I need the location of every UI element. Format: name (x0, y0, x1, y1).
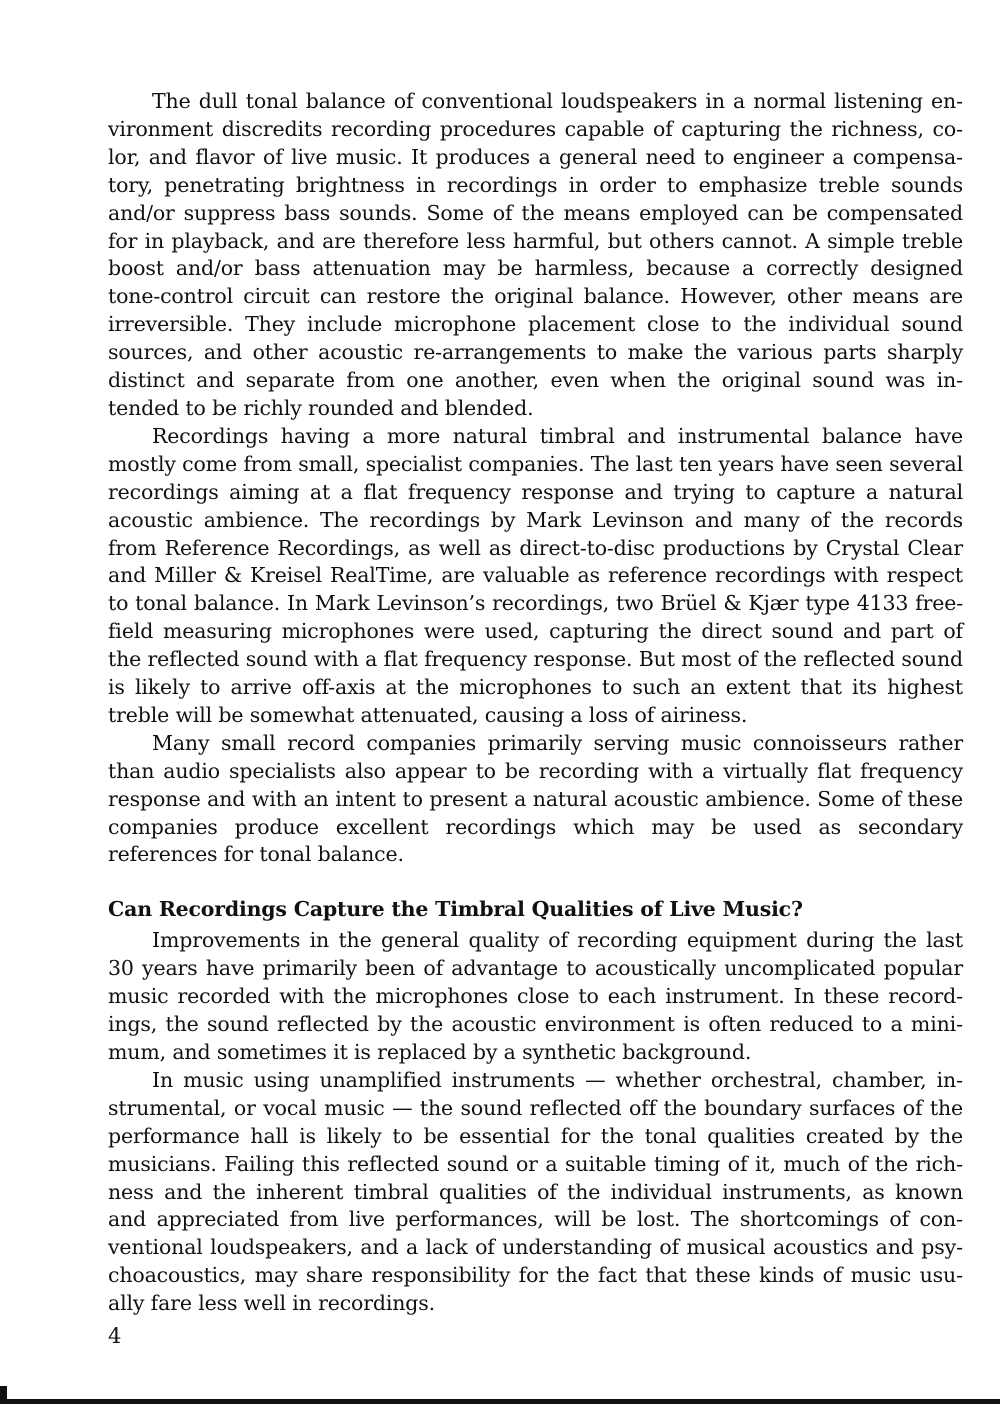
body-paragraph-1: The dull tonal balance of conventional loudspeakers in a normal listening environment discredits recording procedures capable of capturing the richness, color, and flavor of live music. It produces a general need to engineer a compensatory, penetrating brightness in recordings in order to emphasize treble sounds and/or suppress bass sounds. Some of the means employed can be compensated for in playback, and are therefore less harmful, but others cannot. A simple treble boost and/or bass attenuation may be harmless, because a correctly designed tone-control circuit can restore the original balance. However, other means are irreversible. They include microphone placement close to the individual sound sources, and other acoustic re-arrangements to make the various parts sharply distinct and separate from one another, even when the original sound was intended to be richly rounded and blended. (108, 89, 963, 420)
body-paragraph-5: In music using unamplified instruments — whether orchestral, chamber, instrumental, or vocal music — the sound reflected off the boundary surfaces of the performance hall is likely to be essential for the tonal qualities created by the musicians. Failing this reflected sound or a suitable timing of it, much of the richness and the inherent timbral qualities of the individual instruments, as known and appreciated from live performances, will be lost. The shortcomings of conventional loudspeakers, and a lack of understanding of musical acoustics and psychoacoustics, may share responsibility for the fact that these kinds of music usually fare less well in recordings. (108, 1067, 963, 1316)
body-paragraph-2: Recordings having a more natural timbral and instrumental balance have mostly come from small, specialist companies. The last ten years have seen several recordings aiming at a flat frequency response and trying to capture a natural acoustic ambience. The recordings by Mark Levinson and many of the records from Reference Recordings, as well as direct-to-disc productions by Crystal Clear and Miller & Kreisel RealTime, are valuable as reference recordings with respect to tonal balance. In Mark Levinson’s recordings, two Brüel & Kjær type 4133 free-field measuring microphones were used, capturing the direct sound and part of the reflected sound with a flat frequency response. But most of the reflected sound is likely to arrive off-axis at the microphones to such an extent that its highest treble will be somewhat attenuated, causing a loss of airiness. (108, 423, 963, 727)
section-heading: Can Recordings Capture the Timbral Qualities of Live Music? (108, 897, 803, 922)
scan-edge-left (0, 1386, 7, 1404)
page-body (108, 88, 963, 1350)
body-paragraph-3: Many small record companies primarily serving music connoisseurs rather than audio specialists also appear to be recording with a virtually flat frequency response and with an intent to present a natural acoustic ambience. Some of these companies produce excellent recordings which may be used as secondary references for tonal balance. (108, 730, 963, 867)
body-paragraph-4: Improvements in the general quality of recording equipment during the last 30 years have primarily been of advantage to acoustically uncomplicated popular music recorded with the microphones close to each instrument. In these recordings, the sound reflected by the acoustic environment is often reduced to a minimum, and sometimes it is replaced by a synthetic background. (108, 928, 963, 1064)
page-number: 4 (108, 1324, 122, 1349)
scan-edge-bottom (0, 1399, 1000, 1404)
